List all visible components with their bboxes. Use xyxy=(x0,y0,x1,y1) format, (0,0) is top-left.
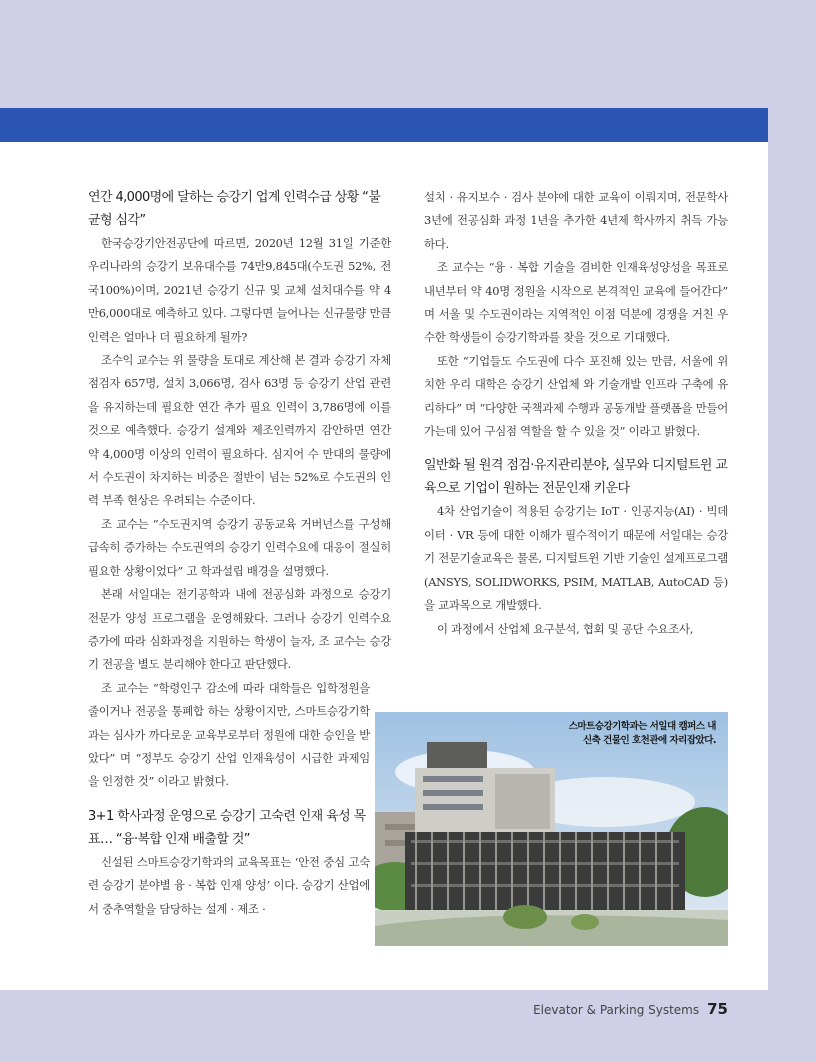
page-footer xyxy=(533,1000,728,1018)
paragraph: 조 교수는 “수도권지역 승강기 공동교육 거버넌스를 구성해 급속히 증가하는 수도권역의 승강기 인력수요에 대응이 절실히 필요한 상황이었다” 고 학과설립 배경을 설명했다. xyxy=(88,516,391,578)
paragraph: 신설된 스마트승강기학과의 교육목표는 ‘안전 중심 고숙련 승강기 분야별 융 · 복합 인재 양성’ 이다. 승강기 산업에서 중추역할을 담당하는 설계 · 제조 · xyxy=(88,854,370,916)
paragraph: 조 교수는 “학령인구 감소에 따라 대학들은 입학정원을 줄이거나 전공을 통폐합 하는 상황이지만, 스마트승강기학과는 심사가 까다로운 교육부로부터 정원에 대한 승인을 받았다” 며 “정부도 승강기 산업 인재육성이 시급한 과제임을 인정한 것” 이라고 밝혔다. xyxy=(88,680,370,789)
header-band xyxy=(0,0,816,108)
paragraph: 본래 서일대는 전기공학과 내에 전공심화 과정으로 승강기 전문가 양성 프로그램을 운영해왔다. 그러나 승강기 인력수요 증가에 따라 심화과정을 지원하는 학생이 늘자, 조 교수는 승강기 전공을 별도 분리해야 한다고 판단했다. xyxy=(88,587,391,672)
section-heading: 3+1 학사과정 운영으로 승강기 고숙련 인재 육성 목표… “융·복합 인재 배출할 것” xyxy=(88,808,366,847)
paragraph: 또한 “기업들도 수도권에 다수 포진해 있는 만큼, 서울에 위치한 우리 대학은 승강기 산업체 와 기술개발 인프라 구축에 유리하다” 며 “다양한 국책과제 수행과 공동개발 플랫폼을 만들어가는데 있어 구심점 역할을 할 수 있을 것” 이라고 밝혔다. xyxy=(424,353,728,439)
section-color-bar xyxy=(0,108,768,142)
paragraph: 4차 산업기술이 적용된 승강기는 IoT · 인공지능(AI) · 빅데이터 · VR 등에 대한 이해가 필수적이기 때문에 서일대는 승강기 전문기술교육은 물론, 디지털트윈 기반 기술인 설계프로그램 (ANSYS, SOLIDWORKS, PSIM, MATLAB, AutoCAD 등)을 교과목으로 개발했다. xyxy=(424,504,728,613)
publication-name: Elevator & Parking Systems xyxy=(533,1003,700,1017)
campus-building-photo xyxy=(375,712,728,946)
paragraph: 조수익 교수는 위 물량을 토대로 계산해 본 결과 승강기 자체점검자 657명, 설치 3,066명, 검사 63명 등 승강기 산업 관련을 유지하는데 필요한 연간 추가 필요 인력이 3,786명에 이를 것으로 예측했다. 승강기 설계와 제조인력까지 감안하면 연간 약 4,000명 이상의 인력이 필요하다. 심지어 수 만대의 물량에서 수도권이 차지하는 비중은 절반이 넘는 52%로 수도권의 인력 부족 현상은 우려되는 수준이다. xyxy=(88,353,391,508)
paragraph: 설치 · 유지보수 · 검사 분야에 대한 교육이 이뤄지며, 전문학사 3년에 전공심화 과정 1년을 추가한 4년제 학사까지 취득 가능하다. xyxy=(424,190,728,251)
right-column xyxy=(424,186,728,641)
left-column xyxy=(88,186,391,921)
paragraph: 조 교수는 “융 · 복합 기술을 겸비한 인재육성양성을 목표로 내년부터 약 40명 정원을 시작으로 본격적인 교육에 들어간다” 며 서울 및 수도권이라는 지역적인 이점 덕분에 경쟁을 거친 우수한 학생들이 승강기학과를 찾을 것으로 기대했다. xyxy=(424,260,729,345)
side-band xyxy=(768,108,816,1062)
photo-caption: 스마트승강기학과는 서일대 캠퍼스 내 신축 건물인 호천관에 자리잡았다. xyxy=(568,721,716,746)
page-number: 75 xyxy=(707,1000,728,1018)
section-heading: 일반화 될 원격 점검·유지관리분야, 실무와 디지털트윈 교육으로 기업이 원하는 전문인재 키운다 xyxy=(424,458,728,497)
section-heading: 연간 4,000명에 달하는 승강기 업계 인력수급 상황 “불균형 심각” xyxy=(88,190,381,228)
paragraph: 이 과정에서 산업체 요구분석, 협회 및 공단 수요조사, xyxy=(437,621,694,636)
paragraph: 한국승강기안전공단에 따르면, 2020년 12월 31일 기준한 우리나라의 승강기 보유대수를 74만9,845대(수도권 52%, 전국100%)이며, 2021년 승강기 신규 및 교체 설치대수를 약 4만6,000대로 예측하고 있다. 그렇다면 늘어나는 신규물량 만큼 인력은 얼마나 더 필요하게 될까? xyxy=(88,236,391,344)
